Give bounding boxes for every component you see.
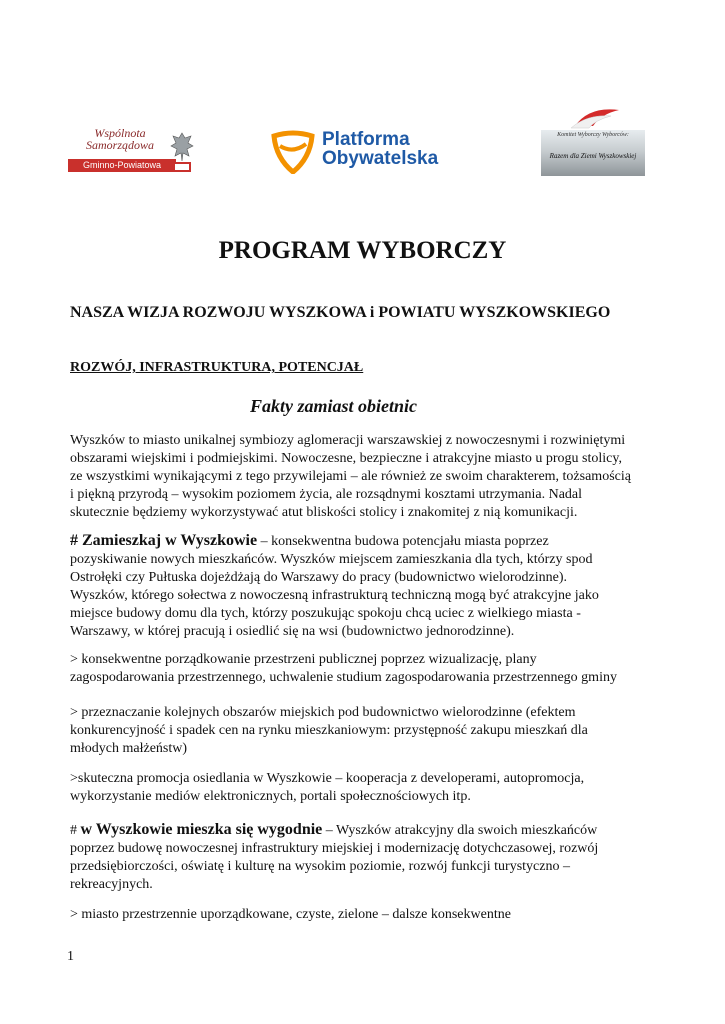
komitet-logo-box: [541, 130, 645, 176]
bullet-housing: > przeznaczanie kolejnych obszarów miejskich pod budownictwo wielorodzinne (efektem konkurencyjność i spadek cen na rynku mieszkaniowym: przystępność zakupu mieszkań dla młodych małżeństw): [70, 705, 588, 756]
paragraph-zamieszkaj: [70, 532, 660, 641]
paragraph-wygodnie-lead: w Wyszkowie mieszka się wygodnie: [80, 821, 323, 838]
po-logo-text: [322, 130, 438, 168]
paragraph-wygodnie: [70, 821, 660, 894]
wspolnota-logo-title: [74, 127, 166, 151]
wspolnota-logo-line1: Wspólnota: [94, 126, 146, 140]
po-swoosh-icon: [270, 128, 316, 174]
page-title: PROGRAM WYBORCZY: [218, 237, 507, 264]
intro-paragraph: Wyszków to miasto unikalnej symbiozy aglomeracji warszawskiej z nowoczesnymi i rozwiniętymi obszarami wiejskimi i podmiejskimi. Nowoczesne, bezpieczne i atrakcyjne miasto u progu stolicy, ze wszystkimi wynikającymi z tego przywilejami – ale również ze swoim charakterem, tożsamością i piękną przyrodą – wysokim poziomem życia, ale rozsądnymi kosztami utrzymania. Nadal skutecznie będziemy wykorzystywać atut bliskości stolicy i znakomitej z nią komunikacji.: [70, 433, 631, 520]
bullet-planning: > konsekwentne porządkowanie przestrzeni publicznej poprzez wizualizację, plany zagospodarowania przestrzennego, uchwalenie studium zagospodarowania przestrzennego gminy: [70, 652, 617, 685]
komitet-logo-top-text: Komitet Wyborczy Wyborców:: [557, 132, 629, 138]
page-number: 1: [67, 949, 74, 964]
komitet-wyborczy-logo: [541, 104, 645, 176]
komitet-logo-bottom-text: Razem dla Ziemi Wyszkowskiej: [549, 152, 637, 160]
paragraph-zamieszkaj-lead: # Zamieszkaj w Wyszkowie: [70, 532, 258, 549]
wspolnota-samorzadowa-logo: [68, 125, 196, 175]
paragraph-wygodnie-hash: #: [70, 823, 81, 838]
po-logo-line1: Platforma: [322, 129, 410, 150]
wspolnota-logo-line2: Samorządowa: [85, 138, 154, 152]
slogan: Fakty zamiast obietnic: [250, 396, 418, 416]
po-logo-line2: Obywatelska: [322, 148, 439, 169]
platforma-obywatelska-logo: [270, 126, 440, 176]
document-subtitle: NASZA WIZJA ROZWOJU WYSZKOWA i POWIATU WYSZKOWSKIEGO: [70, 304, 611, 321]
red-white-flag-icon: [541, 104, 645, 130]
bullet-clean-city: > miasto przestrzennie uporządkowane, czyste, zielone – dalsze konsekwentne: [70, 907, 511, 922]
bullet-promotion: >skuteczna promocja osiedlania w Wyszkowie – kooperacja z developerami, autopromocja, wykorzystanie mediów elektronicznych, portali społecznościowych itp.: [70, 771, 585, 804]
paragraph-zamieszkaj-text: – konsekwentna budowa potencjału miasta poprzez pozyskiwanie nowych mieszkańców. Wyszków miejscem zamieszkania dla tych, którzy spod Ostrołęki czy Pułtuska dojeżdżają do Warszawy do pracy (budownictwo wielorodzinne). Wyszków, którego sołectwa z nowoczesną infrastrukturą techniczną mogą być atrakcyjne jako miejsce budowy domu dla tych, którzy poszukując spokoju chcą uciec z wielkiego miasta - Warszawy, w której pracują i osiedlić się na wsi (budownictwo jednorodzinne).: [70, 534, 599, 639]
paragraph-wygodnie-text: – Wyszków atrakcyjny dla swoich mieszkańców poprzez budowę nowoczesnej infrastruktury miejskiej i modernizację dotychczasowej, rozwój przedsiębiorczości, oświatę i kulturę na wysokim poziomie, rozwój funkcji turystyczno – rekreacyjnych.: [70, 823, 599, 892]
eagle-emblem-icon: [170, 129, 194, 173]
wspolnota-logo-bar: Gminno-Powiatowa: [68, 159, 176, 172]
section-heading: ROZWÓJ, INFRASTRUKTURA, POTENCJAŁ: [70, 360, 364, 375]
